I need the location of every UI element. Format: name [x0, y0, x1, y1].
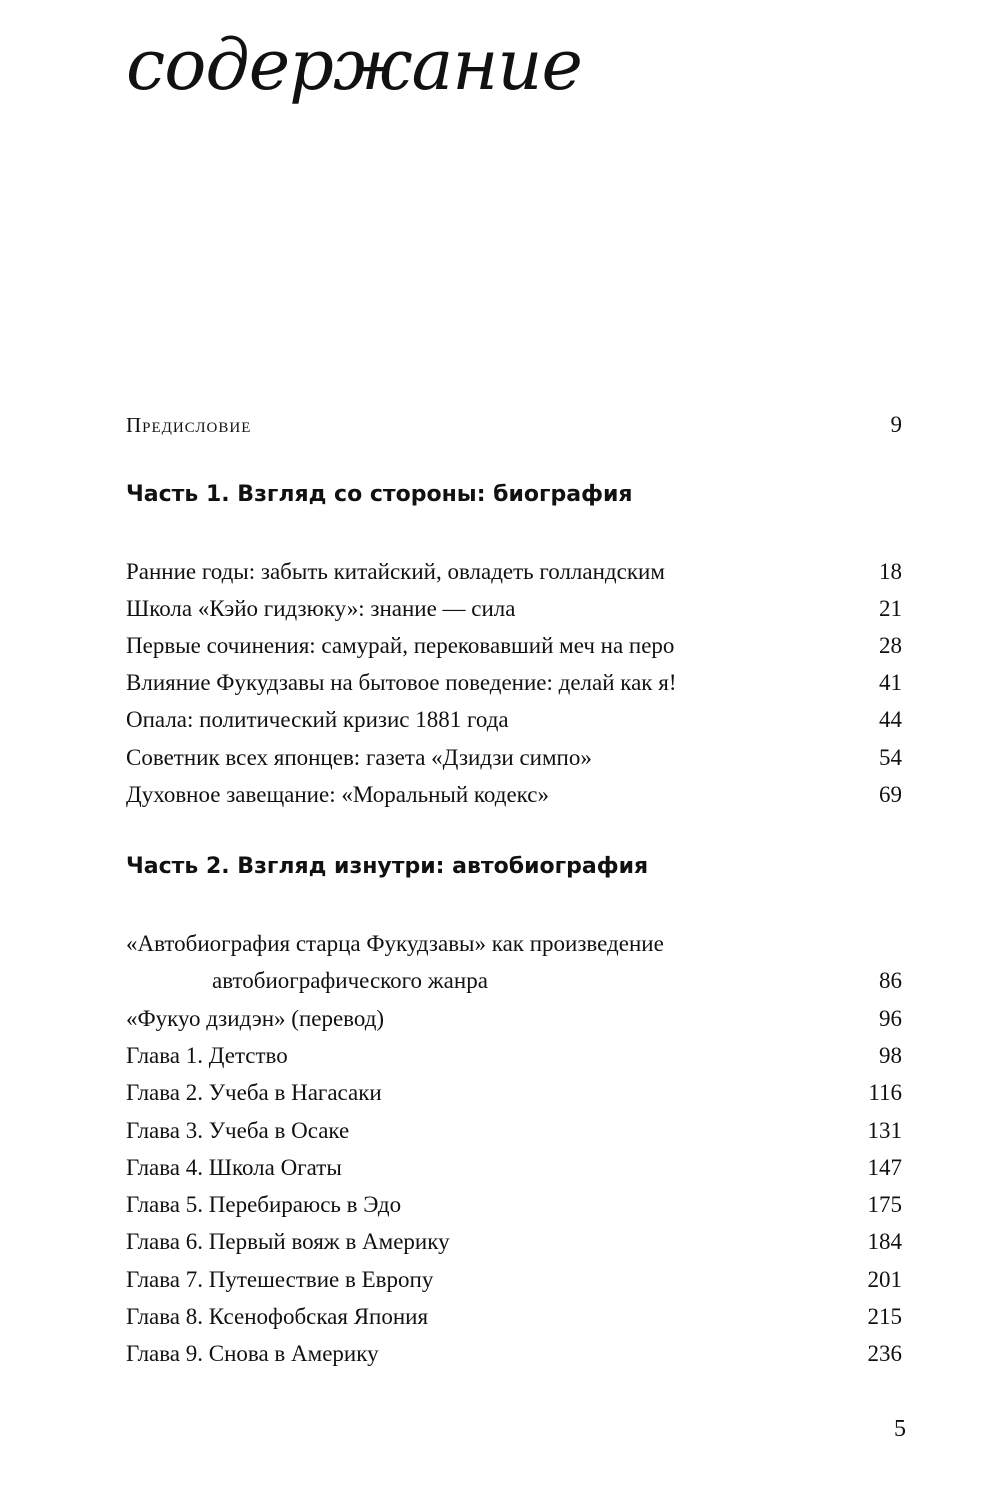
toc-entry-page: 184	[867, 1229, 902, 1254]
toc-entry	[126, 966, 902, 996]
toc-entry-page: 9	[890, 412, 902, 437]
toc-entry-title: Первые сочинения: самурай, перековавший меч на перо	[126, 633, 675, 658]
toc-entry-title: Предисловие	[126, 413, 252, 437]
toc-entry-page: 28	[879, 633, 902, 658]
toc-entry-title: Глава 5. Перебираюсь в Эдо	[126, 1192, 402, 1217]
toc-entry-page: 54	[879, 745, 902, 770]
toc-entry-page: 201	[867, 1267, 902, 1292]
toc-entry-page: 175	[867, 1192, 902, 1217]
toc-entry	[126, 780, 902, 810]
toc-entry-title: «Фукуо дзидэн» (перевод)	[126, 1006, 385, 1031]
toc-entry-page: 44	[879, 707, 902, 732]
toc-entry-page: 96	[879, 1006, 902, 1031]
page-title: содержание	[126, 24, 582, 106]
toc-entry	[126, 1004, 902, 1034]
toc-entry-page: 236	[867, 1341, 902, 1366]
toc-entry-title: Ранние годы: забыть китайский, овладеть голландским	[126, 559, 665, 584]
part-2-heading: Часть 2. Взгляд изнутри: автобиография	[126, 854, 649, 879]
toc-entry-page: 116	[868, 1080, 902, 1105]
toc-entry-preface	[126, 410, 902, 440]
toc-entry-title: Глава 1. Детство	[126, 1043, 288, 1068]
toc-entry	[126, 743, 902, 773]
toc-entry	[126, 705, 902, 735]
toc-entry-title: Глава 4. Школа Огаты	[126, 1155, 342, 1180]
toc-entry-page: 41	[879, 670, 902, 695]
toc-entry	[126, 594, 902, 624]
toc-entry	[126, 557, 902, 587]
toc-entry-page: 21	[879, 596, 902, 621]
toc-entry	[126, 1227, 902, 1257]
toc-entry-page: 86	[879, 968, 902, 993]
toc-entry-title: Глава 8. Ксенофобская Япония	[126, 1304, 429, 1329]
toc-entry	[126, 1116, 902, 1146]
page-number: 5	[894, 1416, 906, 1442]
toc-entry	[126, 668, 902, 698]
toc-entry-title: Глава 2. Учеба в Нагасаки	[126, 1080, 382, 1105]
toc-entry	[126, 1078, 902, 1108]
toc-entry	[126, 631, 902, 661]
toc-entry-page: 18	[879, 559, 902, 584]
toc-entry-title-line1: «Автобиография старца Фукудзавы» как произведение	[126, 931, 664, 956]
part-1-heading: Часть 1. Взгляд со стороны: биография	[126, 482, 633, 507]
toc-entry-title: Духовное завещание: «Моральный кодекс»	[126, 782, 549, 807]
toc-entry-title: Школа «Кэйо гидзюку»: знание — сила	[126, 596, 516, 621]
toc-entry	[126, 1302, 902, 1332]
toc-entry-title: Глава 6. Первый вояж в Америку	[126, 1229, 450, 1254]
toc-entry-page: 215	[867, 1304, 902, 1329]
toc-entry-title-line2: автобиографического жанра	[212, 968, 488, 993]
toc-entry	[126, 1190, 902, 1220]
toc-entry-page: 131	[867, 1118, 902, 1143]
toc-entry-title: Советник всех японцев: газета «Дзидзи симпо»	[126, 745, 592, 770]
toc-entry-title: Влияние Фукудзавы на бытовое поведение: делай как я!	[126, 670, 677, 695]
toc-entry	[126, 1041, 902, 1071]
toc-entry	[126, 1265, 902, 1295]
toc-entry-page: 98	[879, 1043, 902, 1068]
toc-entry-title: Глава 7. Путешествие в Европу	[126, 1267, 434, 1292]
toc-entry-title: Глава 9. Снова в Америку	[126, 1341, 379, 1366]
toc-entry	[126, 1153, 902, 1183]
toc-entry-page: 147	[867, 1155, 902, 1180]
toc-entry-title: Опала: политический кризис 1881 года	[126, 707, 509, 732]
toc-entry	[126, 1339, 902, 1369]
toc-entry-page: 69	[879, 782, 902, 807]
toc-entry-title: Глава 3. Учеба в Осаке	[126, 1118, 350, 1143]
